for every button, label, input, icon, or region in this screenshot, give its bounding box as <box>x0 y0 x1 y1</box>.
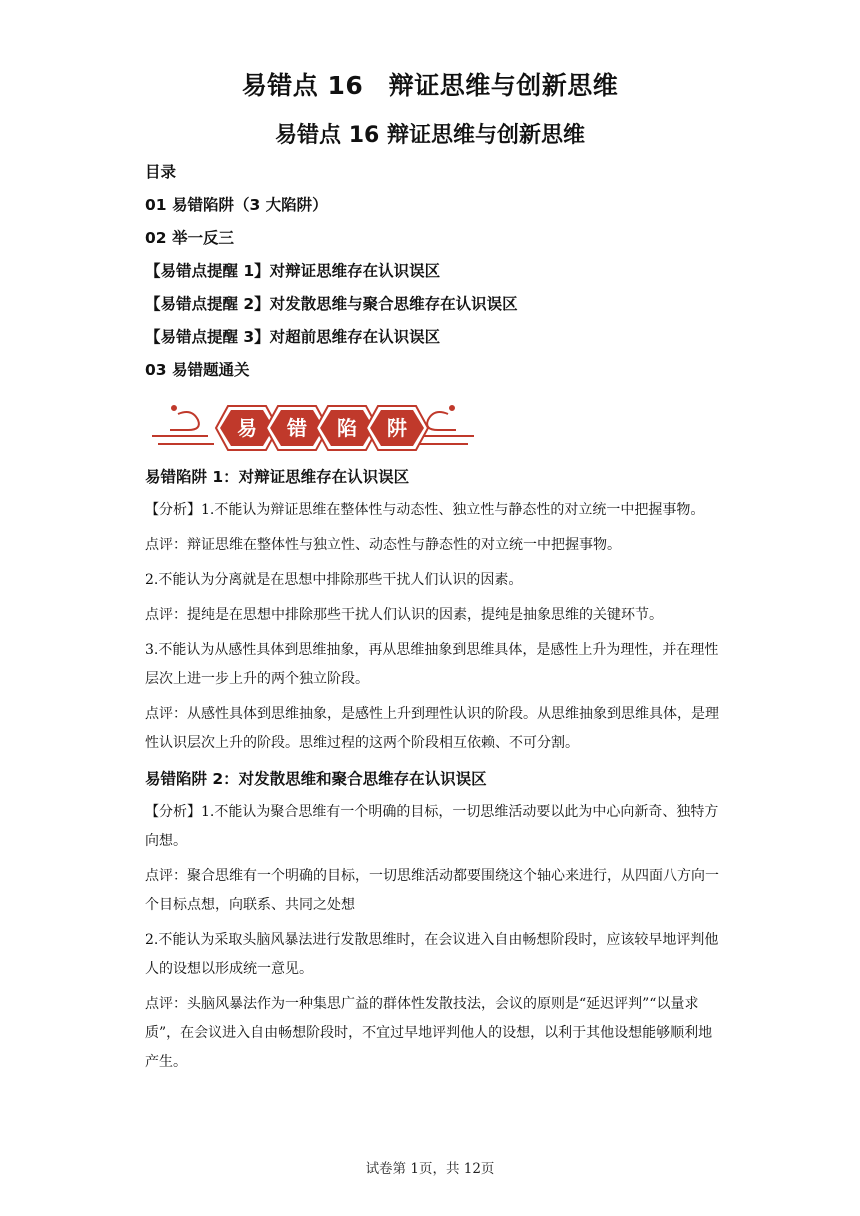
banner-char: 易 <box>237 416 257 440</box>
banner-char: 错 <box>287 416 307 440</box>
page-title: 易错点 16 辩证思维与创新思维 <box>241 71 619 100</box>
table-of-contents <box>145 160 518 391</box>
section-heading: 易错陷阱 1：对辩证思维存在认识误区 <box>145 468 410 486</box>
section-trap-2 <box>145 764 720 1077</box>
page-footer: 试卷第 1页，共 12页 <box>365 1161 495 1177</box>
paragraph: 点评：聚合思维有一个明确的目标，一切思维活动都要围绕这个轴心来进行，从四面八方向一个目标点想，向联系、共同之处想 <box>145 868 719 913</box>
trap-banner <box>148 398 478 458</box>
paragraph: 点评：头脑风暴法作为一种集思广益的群体性发散技法，会议的原则是“延迟评判”“以量求质”，在会议进入自由畅想阶段时，不宜过早地评判他人的设想，以利于其他设想能够顺利地产生。 <box>145 996 713 1070</box>
paragraph: 2.不能认为采取头脑风暴法进行发散思维时，在会议进入自由畅想阶段时，应该较早地评判他人的设想以形成统一意见。 <box>145 932 719 977</box>
toc-item: 01 易错陷阱（3 大陷阱） <box>145 196 328 214</box>
toc-item: 【易错点提醒 2】对发散思维与聚合思维存在认识误区 <box>145 295 518 313</box>
toc-item: 03 易错题通关 <box>145 361 250 379</box>
toc-heading: 目录 <box>145 163 177 181</box>
paragraph: 点评：提纯是在思想中排除那些干扰人们认识的因素，提纯是抽象思维的关键环节。 <box>145 607 663 623</box>
paragraph: 点评：辩证思维在整体性与独立性、动态性与静态性的对立统一中把握事物。 <box>145 537 621 553</box>
section-trap-1 <box>145 462 720 758</box>
toc-item: 【易错点提醒 1】对辩证思维存在认识误区 <box>145 262 441 280</box>
banner-char: 陷 <box>337 416 357 440</box>
paragraph: 【分析】1.不能认为聚合思维有一个明确的目标，一切思维活动要以此为中心向新奇、独特方向想。 <box>145 804 719 849</box>
paragraph: 点评：从感性具体到思维抽象，是感性上升到理性认识的阶段。从思维抽象到思维具体，是理性认识层次上升的阶段。思维过程的这两个阶段相互依赖、不可分割。 <box>145 706 719 751</box>
section-heading: 易错陷阱 2：对发散思维和聚合思维存在认识误区 <box>145 770 487 788</box>
paragraph: 3.不能认为从感性具体到思维抽象，再从思维抽象到思维具体，是感性上升为理性，并在理性层次上进一步上升的两个独立阶段。 <box>145 642 719 687</box>
paragraph: 2.不能认为分离就是在思想中排除那些干扰人们认识的因素。 <box>145 572 523 588</box>
banner-char: 阱 <box>387 416 407 440</box>
paragraph: 【分析】1.不能认为辩证思维在整体性与动态性、独立性与静态性的对立统一中把握事物。 <box>145 502 705 518</box>
document-body <box>145 462 720 1083</box>
toc-item: 【易错点提醒 3】对超前思维存在认识误区 <box>145 328 441 346</box>
toc-item: 02 举一反三 <box>145 229 234 247</box>
page-subtitle: 易错点 16 辩证思维与创新思维 <box>275 123 585 148</box>
banner-left-swirl-icon <box>152 406 214 444</box>
